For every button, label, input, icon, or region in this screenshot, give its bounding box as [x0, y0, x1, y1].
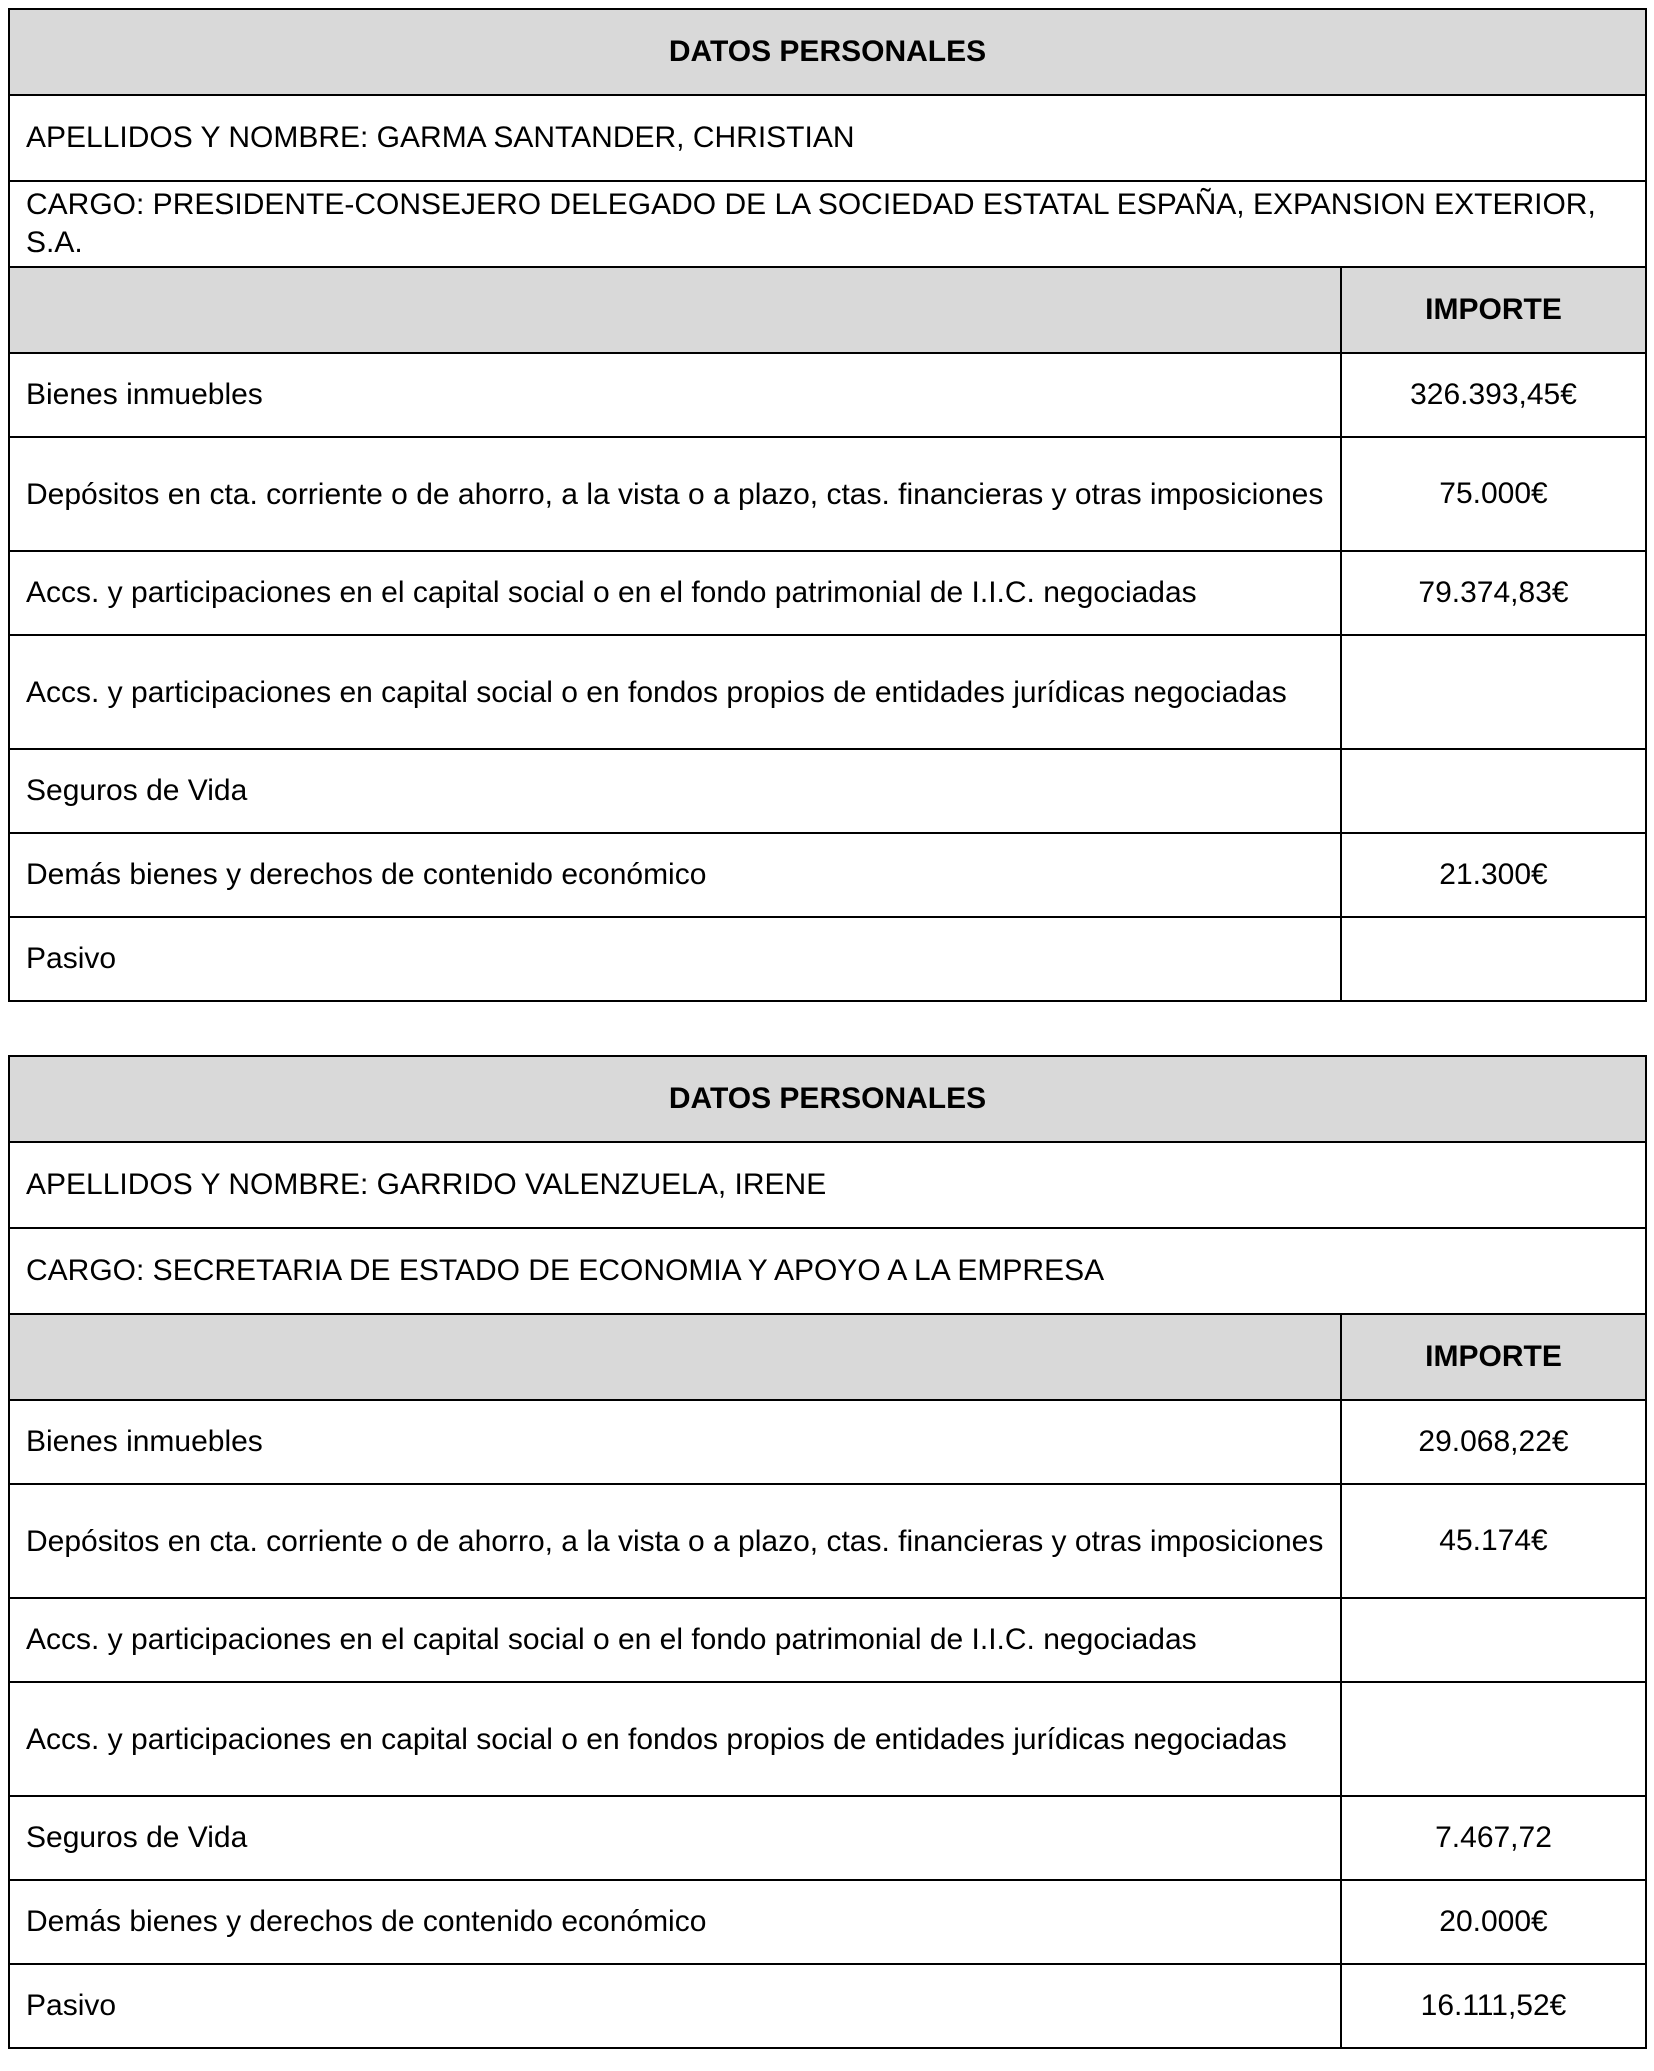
section-header-row [9, 9, 1646, 95]
row-amount: 16.111,52€ [1341, 1964, 1646, 2048]
section-header-row [9, 1056, 1646, 1142]
row-label: Pasivo [9, 917, 1341, 1001]
row-label: Seguros de Vida [9, 1796, 1341, 1880]
table-row [9, 551, 1646, 635]
row-label: Depósitos en cta. corriente o de ahorro, a la vista o a plazo, ctas. financieras y otras imposiciones [9, 437, 1341, 551]
row-amount [1341, 1682, 1646, 1796]
table-row [9, 1880, 1646, 1964]
section-header: DATOS PERSONALES [9, 1056, 1646, 1142]
row-label: Depósitos en cta. corriente o de ahorro, a la vista o a plazo, ctas. financieras y otras imposiciones [9, 1484, 1341, 1598]
table-row [9, 1484, 1646, 1598]
row-label: Seguros de Vida [9, 749, 1341, 833]
cargo-row [9, 181, 1646, 267]
table-row [9, 1682, 1646, 1796]
row-amount [1341, 1598, 1646, 1682]
amount-column-header: IMPORTE [1341, 267, 1646, 353]
column-header-blank [9, 267, 1341, 353]
cargo-line: CARGO: SECRETARIA DE ESTADO DE ECONOMIA Y APOYO A LA EMPRESA [9, 1228, 1646, 1314]
table-row [9, 353, 1646, 437]
row-amount: 75.000€ [1341, 437, 1646, 551]
table-row [9, 833, 1646, 917]
table-row [9, 1598, 1646, 1682]
declaration-table-1 [8, 8, 1647, 1002]
row-amount: 79.374,83€ [1341, 551, 1646, 635]
row-label: Bienes inmuebles [9, 1400, 1341, 1484]
table-row [9, 749, 1646, 833]
table-row [9, 1796, 1646, 1880]
row-amount: 7.467,72 [1341, 1796, 1646, 1880]
name-line: APELLIDOS Y NOMBRE: GARMA SANTANDER, CHRISTIAN [9, 95, 1646, 181]
column-header-blank [9, 1314, 1341, 1400]
row-amount: 29.068,22€ [1341, 1400, 1646, 1484]
row-amount [1341, 749, 1646, 833]
cargo-row [9, 1228, 1646, 1314]
row-label: Accs. y participaciones en el capital social o en el fondo patrimonial de I.I.C. negociadas [9, 551, 1341, 635]
name-row [9, 1142, 1646, 1228]
row-label: Accs. y participaciones en capital social o en fondos propios de entidades jurídicas negociadas [9, 635, 1341, 749]
name-line: APELLIDOS Y NOMBRE: GARRIDO VALENZUELA, IRENE [9, 1142, 1646, 1228]
cargo-line: CARGO: PRESIDENTE-CONSEJERO DELEGADO DE LA SOCIEDAD ESTATAL ESPAÑA, EXPANSION EXTERIOR, S.A. [9, 181, 1646, 267]
column-header-row [9, 267, 1646, 353]
table-row [9, 635, 1646, 749]
row-label: Demás bienes y derechos de contenido económico [9, 1880, 1341, 1964]
row-amount: 21.300€ [1341, 833, 1646, 917]
name-row [9, 95, 1646, 181]
row-amount: 20.000€ [1341, 1880, 1646, 1964]
row-amount: 326.393,45€ [1341, 353, 1646, 437]
table-row [9, 1964, 1646, 2048]
column-header-row [9, 1314, 1646, 1400]
declaration-table-2 [8, 1055, 1647, 2049]
section-header: DATOS PERSONALES [9, 9, 1646, 95]
row-label: Bienes inmuebles [9, 353, 1341, 437]
row-label: Accs. y participaciones en capital social o en fondos propios de entidades jurídicas negociadas [9, 1682, 1341, 1796]
table-row [9, 437, 1646, 551]
row-label: Accs. y participaciones en el capital social o en el fondo patrimonial de I.I.C. negociadas [9, 1598, 1341, 1682]
row-amount [1341, 635, 1646, 749]
row-amount: 45.174€ [1341, 1484, 1646, 1598]
table-row [9, 1400, 1646, 1484]
row-amount [1341, 917, 1646, 1001]
amount-column-header: IMPORTE [1341, 1314, 1646, 1400]
row-label: Pasivo [9, 1964, 1341, 2048]
row-label: Demás bienes y derechos de contenido económico [9, 833, 1341, 917]
table-row [9, 917, 1646, 1001]
